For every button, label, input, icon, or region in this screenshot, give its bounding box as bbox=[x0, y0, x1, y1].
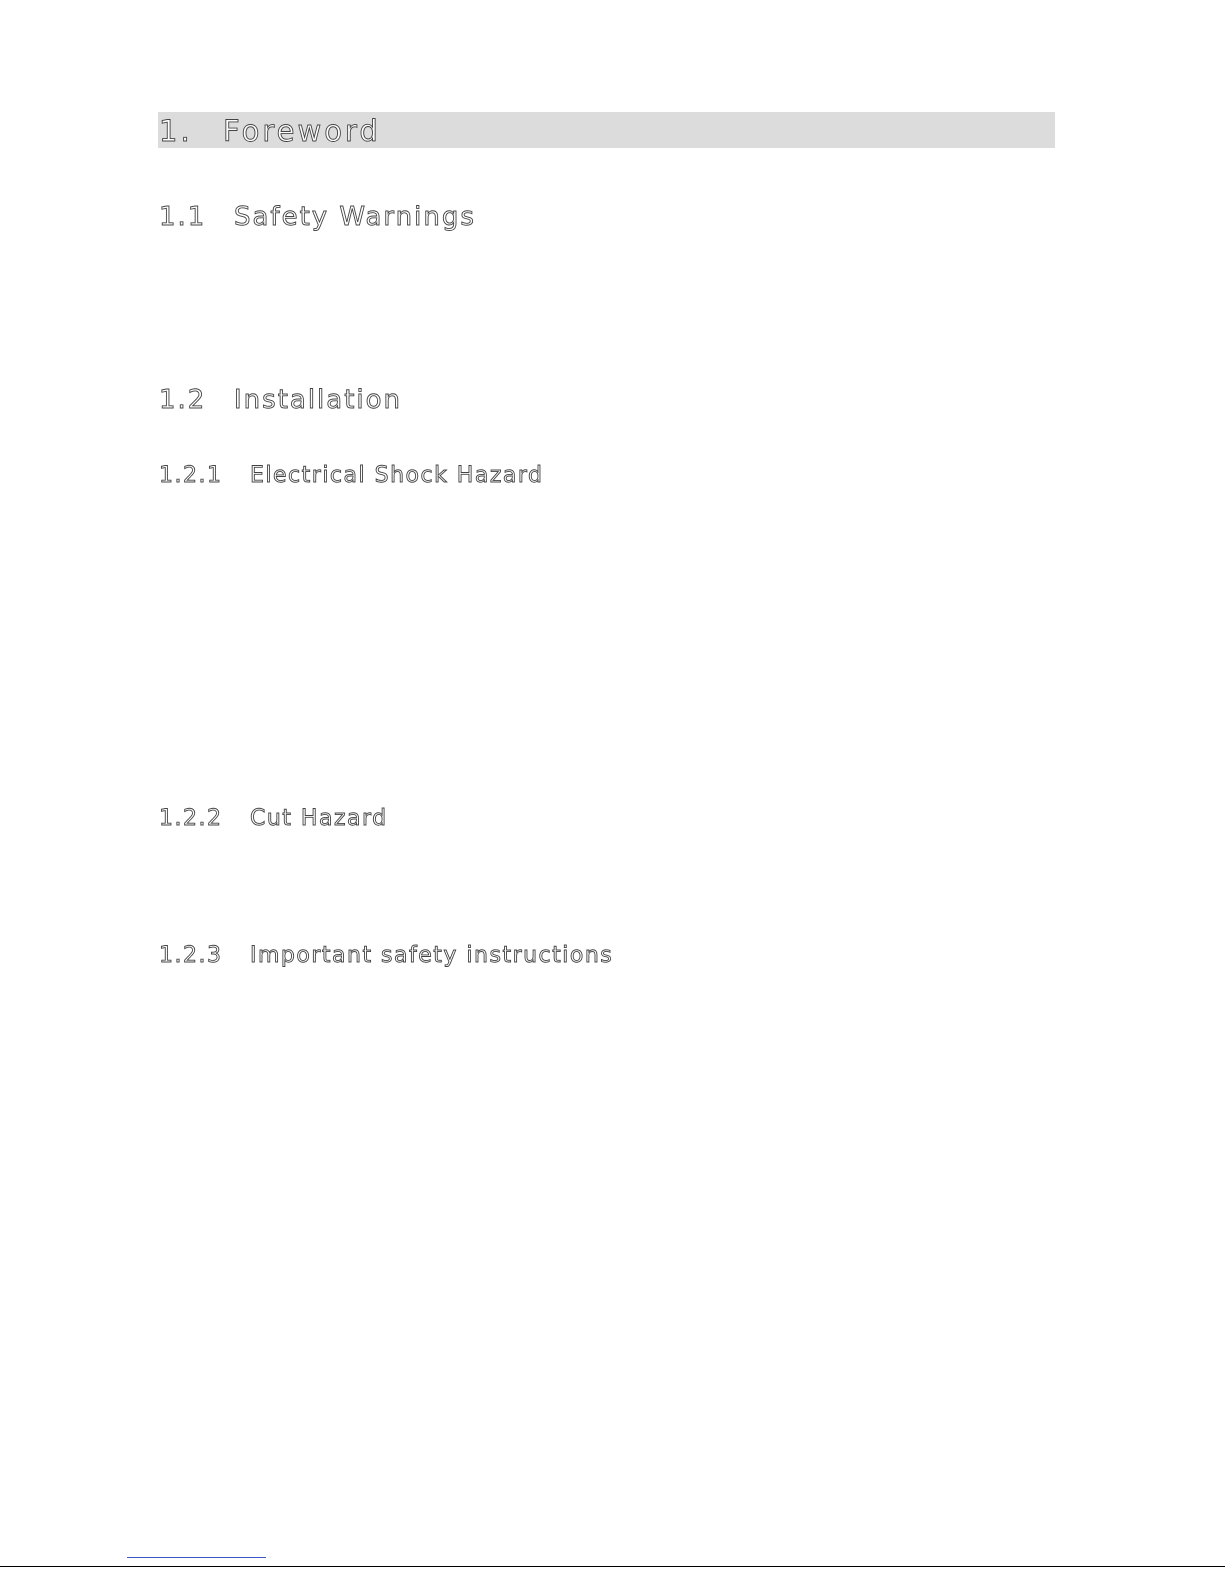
subsection-number: 1.2.3 bbox=[159, 943, 223, 968]
subsection-title: Electrical Shock Hazard bbox=[250, 463, 544, 488]
subsection-title: Cut Hazard bbox=[250, 806, 388, 831]
chapter-heading bbox=[159, 112, 381, 148]
section-heading-safety-warnings bbox=[159, 202, 476, 232]
subsection-heading-electrical-shock bbox=[159, 463, 543, 489]
section-number: 1.2 bbox=[159, 385, 207, 415]
footnote-separator bbox=[127, 1557, 266, 1558]
subsection-number: 1.2.2 bbox=[159, 806, 223, 831]
chapter-number: 1. bbox=[159, 114, 193, 148]
section-number: 1.1 bbox=[159, 202, 207, 232]
chapter-title: Foreword bbox=[223, 114, 381, 148]
subsection-heading-important-safety bbox=[159, 943, 613, 969]
section-title: Installation bbox=[234, 385, 403, 415]
subsection-title: Important safety instructions bbox=[250, 943, 614, 968]
subsection-number: 1.2.1 bbox=[159, 463, 223, 488]
section-heading-installation bbox=[159, 385, 402, 415]
page-bottom-rule bbox=[0, 1566, 1225, 1567]
section-title: Safety Warnings bbox=[234, 202, 476, 232]
subsection-heading-cut-hazard bbox=[159, 806, 388, 832]
